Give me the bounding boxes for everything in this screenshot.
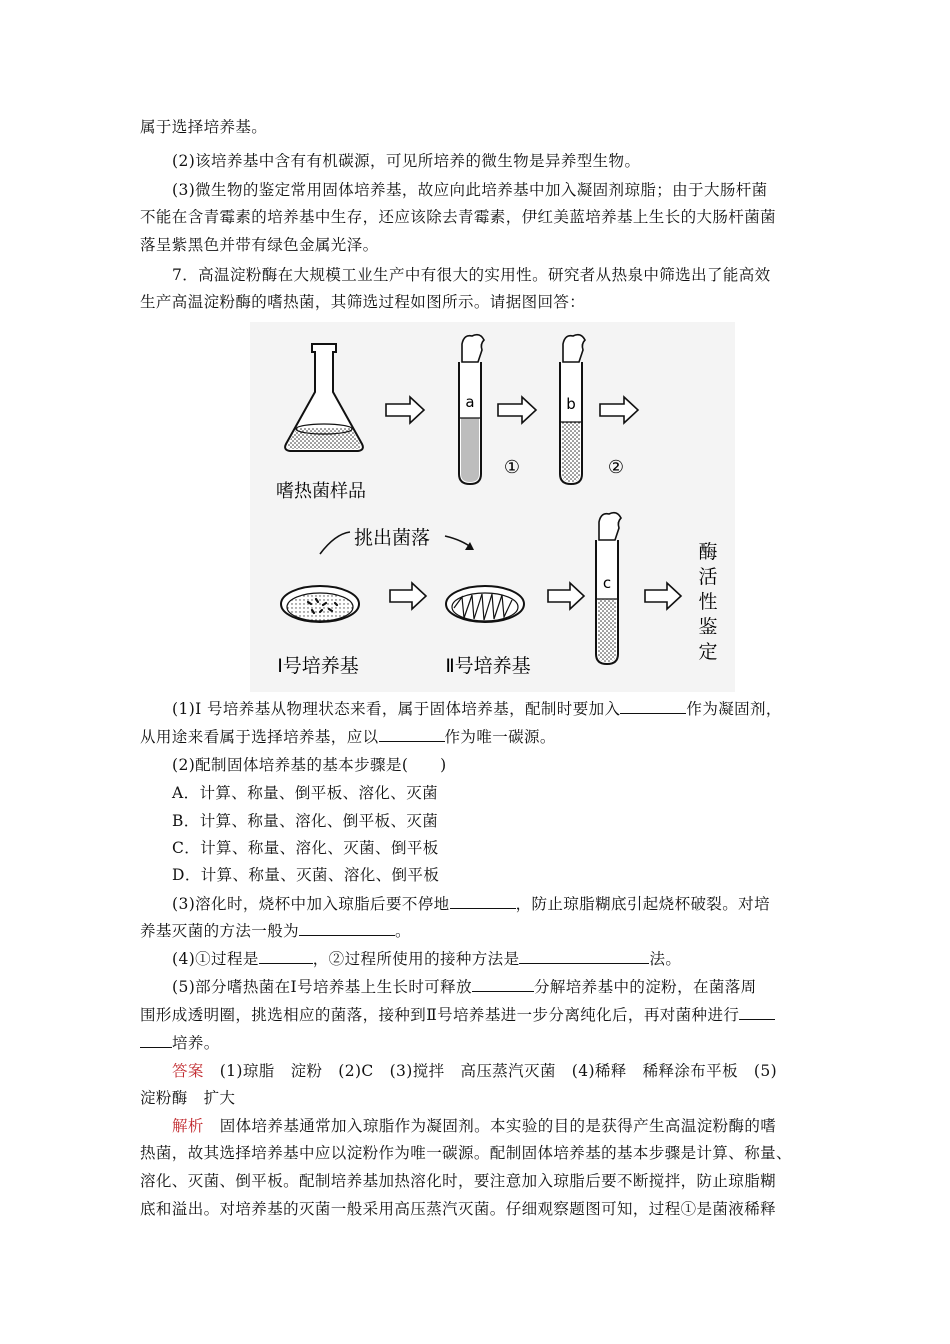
svg-text:定: 定 bbox=[698, 641, 718, 663]
question-5-text: 围形成透明圈，挑选相应的菌落，接种到Ⅱ号培养基进一步分离纯化后，再对菌种进行 bbox=[140, 1006, 740, 1024]
option-b: B．计算、称量、溶化、倒平板、灭菌 bbox=[172, 812, 439, 830]
svg-text:鉴: 鉴 bbox=[698, 616, 718, 638]
question-5-text: 培养。 bbox=[172, 1034, 220, 1052]
answer-blank[interactable] bbox=[472, 977, 534, 992]
text-line: (2)该培养基中含有有机碳源，可见所培养的微生物是异养型生物。 bbox=[172, 152, 641, 170]
answer-blank[interactable] bbox=[739, 1005, 775, 1020]
screening-process-figure bbox=[250, 322, 735, 692]
answer-blank[interactable] bbox=[140, 1033, 172, 1048]
text-line: 不能在含青霉素的培养基中生存，还应该除去青霉素，伊红美蓝培养基上生长的大肠杆菌菌 bbox=[140, 208, 777, 226]
question-3 bbox=[140, 920, 411, 942]
petri-dish-1-icon bbox=[281, 586, 359, 622]
question-4 bbox=[172, 948, 681, 970]
analysis-line bbox=[172, 1115, 776, 1137]
svg-text:酶: 酶 bbox=[698, 541, 718, 563]
answer-blank[interactable] bbox=[519, 949, 649, 964]
question-2: (2)配制固体培养基的基本步骤是( ) bbox=[172, 756, 447, 774]
answer-blank[interactable] bbox=[379, 727, 445, 742]
svg-text:活: 活 bbox=[698, 566, 718, 588]
enzyme-activity-label bbox=[698, 541, 717, 663]
answer-blank[interactable] bbox=[450, 894, 516, 909]
answer-label: 答案 bbox=[172, 1062, 204, 1080]
medium-1-label: Ⅰ号培养基 bbox=[277, 655, 359, 677]
flask-label: 嗜热菌样品 bbox=[276, 481, 366, 502]
pick-colony-label: 挑出菌落 bbox=[353, 527, 431, 549]
question-5-text: (5)部分嗜热菌在Ⅰ号培养基上生长时可释放 bbox=[172, 978, 472, 996]
question-4-text: 法。 bbox=[649, 950, 682, 968]
question-5 bbox=[172, 976, 757, 998]
question-1-text: 作为凝固剂， bbox=[686, 700, 782, 718]
analysis-line: 底和溢出。对培养基的灭菌一般采用高压蒸汽灭菌。仔细观察题图可知，过程①是菌液稀释 bbox=[140, 1200, 777, 1218]
answer-line bbox=[172, 1060, 777, 1082]
question-5 bbox=[140, 1032, 220, 1054]
question-1-text: 从用途来看属于选择培养基，应以 bbox=[140, 728, 379, 746]
text-line: 属于选择培养基。 bbox=[140, 118, 268, 136]
medium-2-label: Ⅱ号培养基 bbox=[445, 655, 531, 677]
petri-dish-2-icon bbox=[446, 586, 524, 622]
step-label-2: ② bbox=[607, 457, 625, 478]
question-3 bbox=[172, 893, 770, 915]
question-3-text: 养基灭菌的方法一般为 bbox=[140, 922, 300, 940]
tube-label-b: b bbox=[566, 395, 576, 413]
question-7-stem: 7．高温淀粉酶在大规模工业生产中有很大的实用性。研究者从热泉中筛选出了能高效 bbox=[172, 266, 771, 284]
question-3-text: ，防止琼脂糊底引起烧杯破裂。对培 bbox=[515, 895, 770, 913]
answer-line: 淀粉酶 扩大 bbox=[140, 1089, 236, 1107]
option-c: C．计算、称量、溶化、灭菌、倒平板 bbox=[172, 839, 439, 857]
question-4-text: ，②过程所使用的接种方法是 bbox=[312, 950, 520, 968]
question-1 bbox=[172, 698, 782, 720]
question-5 bbox=[140, 1004, 775, 1026]
analysis-line: 溶化、灭菌、倒平板。配制培养基加热溶化时，要注意加入琼脂后要不断搅拌，防止琼脂糊 bbox=[140, 1172, 777, 1190]
text-line: (3)微生物的鉴定常用固体培养基，故应向此培养基中加入凝固剂琼脂；由于大肠杆菌 bbox=[172, 181, 768, 199]
question-5-text: 分解培养基中的淀粉，在菌落周 bbox=[533, 978, 757, 996]
svg-text:性: 性 bbox=[698, 591, 718, 613]
answer-blank[interactable] bbox=[299, 921, 395, 936]
tube-label-c: c bbox=[602, 574, 612, 592]
question-1 bbox=[140, 726, 556, 748]
analysis-line: 热菌，故其选择培养基中应以淀粉作为唯一碳源。配制固体培养基的基本步骤是计算、称量、 bbox=[140, 1144, 792, 1162]
question-3-text: 。 bbox=[395, 922, 411, 940]
question-1-text: 作为唯一碳源。 bbox=[444, 728, 556, 746]
analysis-label: 解析 bbox=[172, 1117, 204, 1135]
answer-blank[interactable] bbox=[620, 699, 686, 714]
question-1-text: (1)Ⅰ 号培养基从物理状态来看，属于固体培养基，配制时要加入 bbox=[172, 700, 621, 718]
text-line: 落呈紫黑色并带有绿色金属光泽。 bbox=[140, 236, 379, 254]
option-d: D．计算、称量、灭菌、溶化、倒平板 bbox=[172, 866, 440, 884]
answer-text: (1)琼脂 淀粉 (2)C (3)搅拌 高压蒸汽灭菌 (4)稀释 稀释涂布平板 (5) bbox=[219, 1062, 778, 1080]
question-3-text: (3)溶化时，烧杯中加入琼脂后要不停地 bbox=[172, 895, 450, 913]
step-label-1: ① bbox=[503, 457, 521, 478]
option-a: A．计算、称量、倒平板、溶化、灭菌 bbox=[172, 784, 438, 802]
tube-label-a: a bbox=[465, 393, 475, 411]
answer-blank[interactable] bbox=[259, 949, 313, 964]
analysis-text: 固体培养基通常加入琼脂作为凝固剂。本实验的目的是获得产生高温淀粉酶的嗜 bbox=[219, 1117, 777, 1135]
question-4-text: (4)①过程是 bbox=[172, 950, 259, 968]
question-7-stem: 生产高温淀粉酶的嗜热菌，其筛选过程如图所示。请据图回答： bbox=[140, 293, 586, 311]
